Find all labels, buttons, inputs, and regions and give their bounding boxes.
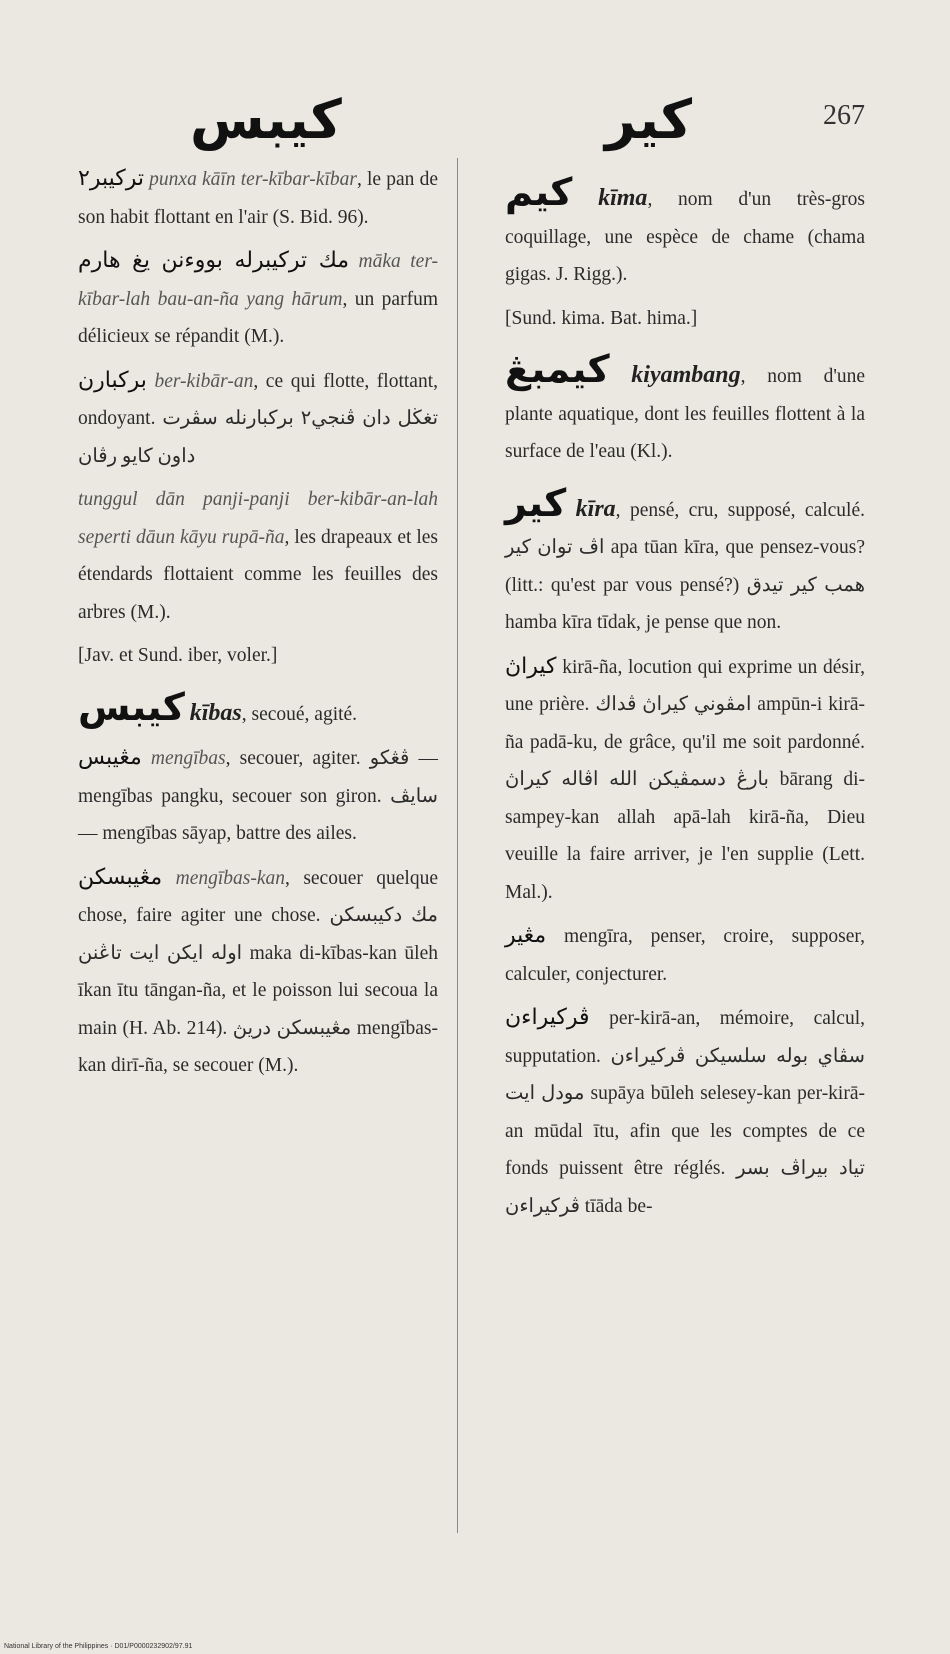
dictionary-entry [78, 242, 438, 356]
dictionary-entry [78, 684, 438, 734]
arabic-term: مڠيبس [78, 745, 142, 770]
arabic-term: مك تركيبرله بووءنن يغ هارم [78, 248, 350, 273]
transliteration: punxa kāīn ter-kībar-kībar [149, 169, 357, 190]
dictionary-entry [78, 739, 438, 853]
definition-text: , nom d'une plante aquatique, dont les feuilles flottent à la surface de l'eau (Kl.). [505, 366, 866, 462]
transliteration: mengības [150, 748, 226, 769]
arabic-term: ڤركيراءن [505, 1005, 590, 1030]
definition-text: per-kirā-an, mémoire, calcul, supputation. سڤاي بوله سلسيكن ڤركيراءن مودل ايت supāya būleh selesey-kan per-kirā-an mūdal ītu, afin que les comptes de ce fonds puissent être réglés. تياد بيراڤ بسر ڤركيراءن tīāda be- [505, 1008, 866, 1217]
definition-text: , le pan de son habit flottant en l'air (S. Bid. 96). [78, 169, 438, 228]
definition-text: , un parfum délicieux se répandit (M.). [78, 288, 438, 347]
headword-arabic: كيمبڠ [505, 347, 610, 391]
dictionary-entry [505, 917, 865, 993]
definition-text: , secoué, agité. [241, 703, 358, 725]
headword-arabic: كير [505, 480, 567, 525]
definition-text: [Sund. kima. Bat. hima.] [505, 307, 698, 329]
dictionary-entry [78, 362, 438, 476]
definition-text: mengīra, penser, croire, supposer, calculer, conjecturer. [505, 926, 865, 985]
headword-transliteration: kīma [598, 185, 648, 211]
dictionary-entry [505, 170, 865, 294]
arabic-term: بركبارن [78, 367, 147, 393]
header-left-arabic: كيبس [190, 88, 342, 151]
transliteration: mengības-kan [175, 867, 286, 889]
right-column [505, 160, 865, 1231]
headword-arabic: كيم [505, 170, 573, 214]
dictionary-entry [78, 859, 438, 1085]
footer-credit: National Library of the Philippines · D01/P0000232902/97.91 [4, 1643, 193, 1650]
definition-text: , ce qui flotte, flottant, ondoyant. تغڬل دان ڤنجي٢ بركبارنله سڤرت داون كايو رڤان [78, 370, 439, 467]
headword-arabic: كيبس [78, 684, 185, 729]
column-divider [457, 158, 458, 1533]
dictionary-entry [505, 648, 865, 912]
dictionary-entry [505, 300, 865, 338]
dictionary-entry [505, 480, 865, 642]
transliteration: tunggul dān panji-panji ber-kibār-an-lah seperti dāun kāyu rupā-ña [78, 489, 438, 548]
definition-text: , secouer quelque chose, faire agiter une chose. مك دكيبسكن اوله ايكن ايت تاڠنن maka di-kības-kan ūleh īkan ītu tāngan-ña, et le poisson lui secoua la main (H. Ab. 214). مڠيبسكن دريڽ mengības-kan dirī-ña, se secouer (M.). [78, 867, 439, 1076]
header-right-arabic: كير [605, 88, 693, 151]
definition-text: , les drapeaux et les étendards flottaient comme les feuilles des arbres (M.). [78, 526, 439, 623]
headword-transliteration: kības [189, 699, 242, 726]
definition-text: , pensé, cru, supposé, calculé. اڤ توان كير apa tūan kīra, que pensez-vous? (litt.: qu'est par vous pensé?) همب كير تيدق hamba kīra tīdak, je pense que non. [505, 499, 865, 633]
definition-text: kirā-ña, locution qui exprime un désir, une prière. امڤوني كيراڽ ڤداك ampūn-i kirā-ña padā-ku, de grâce, qu'il me soit pardonné. بارڠ دسمڤيكن الله اڤاله كيراڽ bārang di-sampey-kan allah apā-lah kirā-ña, Dieu veuille la faire arriver, je l'en supplie (Lett. Mal.). [505, 656, 866, 903]
transliteration: māka ter-kībar-lah bau-an-ña yang hārum [78, 251, 439, 310]
definition-text: [Jav. et Sund. iber, voler.] [78, 645, 278, 666]
transliteration: ber-kibār-an [154, 370, 254, 392]
dictionary-entry [505, 999, 865, 1225]
arabic-term: مڠير [505, 923, 547, 948]
definition-text: , secouer, agiter. ڤڠكو — mengības pangku, secouer son giron. سايڤ — mengības sāyap, battre des ailes. [78, 748, 439, 844]
headword-transliteration: kīra [575, 495, 616, 522]
page-number: 267 [823, 100, 865, 131]
arabic-term: كيراڽ [505, 653, 557, 679]
arabic-term: مڠيبسكن [78, 864, 163, 890]
left-column [78, 160, 438, 1091]
arabic-term: تركيبر٢ [78, 166, 144, 191]
dictionary-entry [78, 160, 438, 236]
dictionary-entry [78, 481, 438, 631]
headword-transliteration: kiyambang [631, 362, 741, 388]
dictionary-entry [78, 637, 438, 675]
dictionary-entry [505, 347, 866, 471]
definition-text: , nom d'un très-gros coquillage, une espèce de chame (chama gigas. J. Rigg.). [505, 189, 865, 285]
